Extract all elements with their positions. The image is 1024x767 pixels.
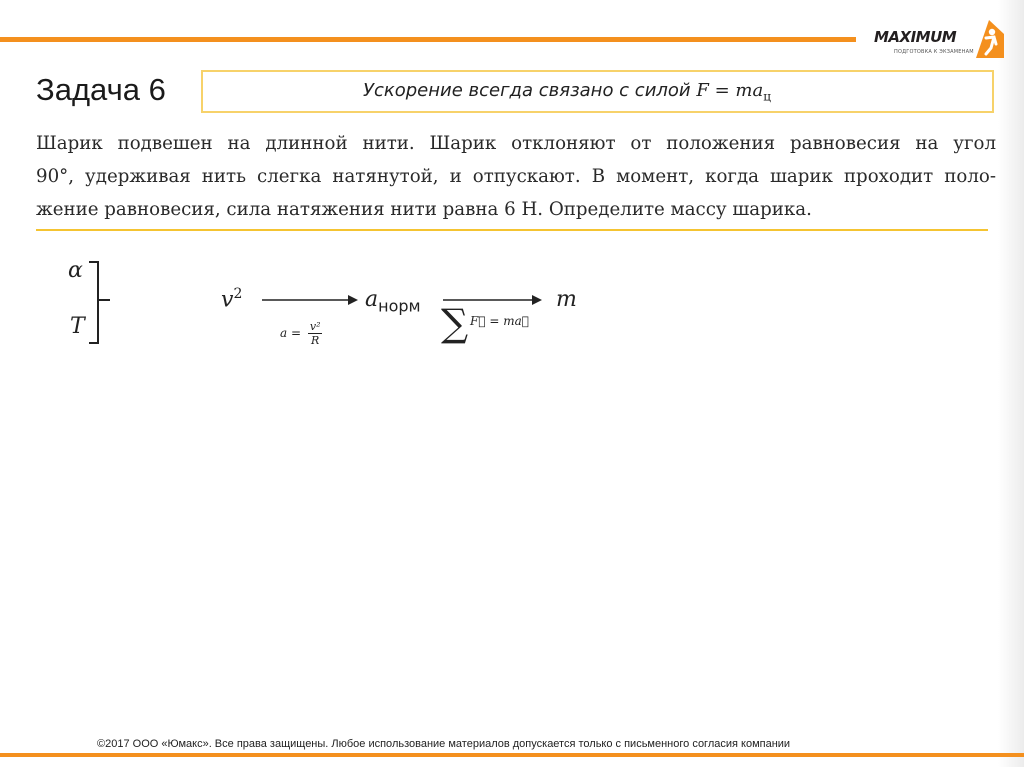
page-title: Задача 6 [36, 72, 166, 107]
newton-second-law: F⃗ = ma⃗ [470, 314, 529, 328]
normal-acceleration [365, 287, 421, 315]
acceleration-symbol: a [365, 287, 379, 312]
problem-line: Шарик подвешен на длинной нити. Шарик отклоняют от положения равновесия на угол [36, 133, 996, 154]
fraction-denominator: R [311, 334, 320, 347]
centripetal-lhs: a = [280, 326, 302, 340]
acceleration-subscript: норм [378, 296, 421, 316]
given-tension: T [70, 314, 85, 339]
velocity-symbol: v [221, 287, 234, 313]
problem-line: 90°, удерживая нить слегка натянутой, и отпускают. В момент, когда шарик проходит поло- [36, 166, 996, 187]
hint-formula-main: F = ma [696, 80, 764, 101]
footer-accent-bar [0, 753, 1024, 757]
logo-subtitle: ПОДГОТОВКА К ЭКЗАМЕНАМ [894, 49, 974, 55]
sum-symbol: ∑ [441, 301, 469, 345]
given-bracket [89, 262, 110, 343]
centripetal-formula [280, 320, 322, 347]
arrow-v2-to-a [262, 295, 358, 305]
logo-wordmark: MAXIMUM [874, 28, 957, 46]
hint-formula-sub: ц [763, 89, 771, 104]
velocity-power: 2 [233, 286, 243, 302]
mass-symbol: m [556, 287, 577, 312]
velocity-squared [221, 286, 242, 312]
given-alpha: α [68, 258, 83, 283]
copyright-footer: ©2017 ООО «Юмакс». Все права защищены. Любое использование материалов допускается только с письменного согласия компании [97, 738, 791, 750]
fraction-numerator: v² [309, 320, 321, 333]
hint-label: Ускорение всегда связано с силой [363, 80, 691, 101]
problem-line: жение равновесия, сила натяжения нити равна 6 Н. Определите массу шарика. [36, 199, 812, 220]
centripetal-fraction [308, 320, 323, 347]
